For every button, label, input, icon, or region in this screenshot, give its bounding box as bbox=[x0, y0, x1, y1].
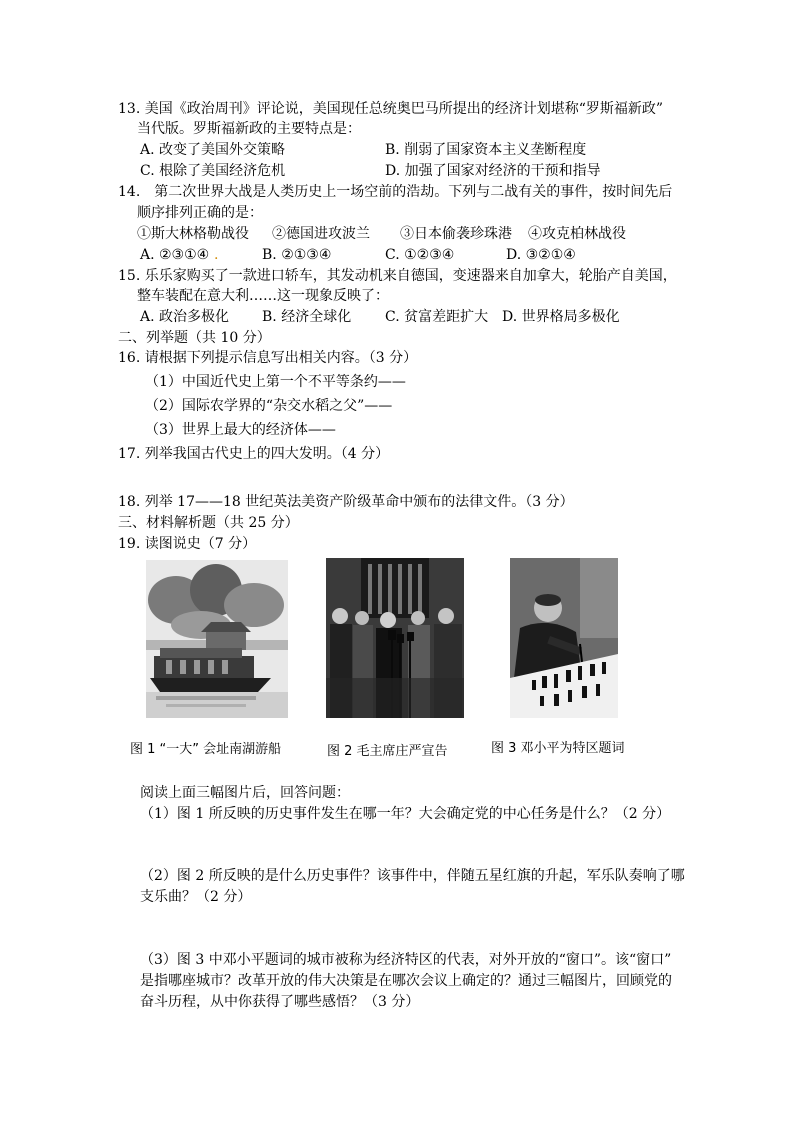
q14-event-2: ②德国进攻波兰 bbox=[272, 226, 370, 242]
caption-figure-2: 图 2 毛主席庄严宣告 bbox=[327, 744, 448, 759]
q14-event-3: ③日本偷袭珍珠港 bbox=[400, 226, 512, 242]
q14-option-d: D. ③②①④ bbox=[506, 247, 576, 263]
q14-event-1: ①斯大林格勒战役 bbox=[137, 226, 249, 242]
q13-option-a: A. 改变了美国外交策略 bbox=[140, 142, 286, 158]
q18-stem: 18. 列举 17——18 世纪英法美资产阶级革命中颁布的法律文件。（3 分） bbox=[118, 494, 574, 510]
q14-option-b: B. ②①③④ bbox=[262, 247, 332, 263]
q19-part-3-line2: 是指哪座城市？改革开放的伟大决策是在哪次会议上确定的？通过三幅图片，回顾党的 bbox=[140, 973, 672, 989]
q15-stem-line2: 整车装配在意大利……这一现象反映了： bbox=[137, 288, 389, 304]
section-2-heading: 二、列举题（共 10 分） bbox=[118, 330, 271, 346]
q19-part-2-line1: （2）图 2 所反映的是什么历史事件？该事件中，伴随五星红旗的升起，军乐队奏响了哪 bbox=[140, 868, 685, 884]
photo-nanhu-boat bbox=[146, 560, 288, 718]
q14-option-c: C. ①②③④ bbox=[385, 247, 455, 263]
q15-stem-line1: 15. 乐乐家购买了一款进口轿车，其发动机来自德国，变速器来自加拿大，轮胎产自美国， bbox=[118, 268, 677, 284]
q14-option-a: A. ②③①④ bbox=[140, 247, 210, 263]
q19-stem: 19. 读图说史（7 分） bbox=[118, 536, 257, 552]
q15-option-c: C. 贫富差距扩大 bbox=[385, 309, 489, 325]
q16-item-3: （3）世界上最大的经济体—— bbox=[145, 422, 336, 438]
q13-option-b: B. 削弱了国家资本主义垄断程度 bbox=[385, 142, 587, 158]
q13-stem-line1: 13. 美国《政治周刊》评论说，美国现任总统奥巴马所提出的经济计划堪称“罗斯福新政” bbox=[118, 101, 664, 117]
q16-stem: 16. 请根据下列提示信息写出相关内容。（3 分） bbox=[118, 350, 418, 366]
q13-option-d: D. 加强了国家对经济的干预和指导 bbox=[385, 163, 601, 179]
q19-part-3-line1: （3）图 3 中邓小平题词的城市被称为经济特区的代表，对外开放的“窗口”。该“窗口” bbox=[140, 952, 672, 968]
stray-dot-mark: . bbox=[214, 247, 219, 263]
q14-event-4: ④攻克柏林战役 bbox=[528, 226, 626, 242]
q14-stem-line1: 14. 第二次世界大战是人类历史上一场空前的浩劫。下列与二战有关的事件，按时间先后 bbox=[118, 184, 673, 200]
q14-stem-line2: 顺序排列正确的是： bbox=[137, 205, 263, 221]
q19-intro: 阅读上面三幅图片后，回答问题： bbox=[140, 785, 350, 801]
q13-option-c: C. 根除了美国经济危机 bbox=[140, 163, 286, 179]
q15-option-b: B. 经济全球化 bbox=[262, 309, 352, 325]
caption-figure-3: 图 3 邓小平为特区题词 bbox=[491, 741, 625, 756]
q16-item-1: （1）中国近代史上第一个不平等条约—— bbox=[145, 374, 406, 390]
q19-part-3-line3: 奋斗历程，从中你获得了哪些感悟？（3 分） bbox=[140, 994, 420, 1010]
q19-part-2-line2: 支乐曲？（2 分） bbox=[140, 889, 252, 905]
q16-item-2: （2）国际农学界的“杂交水稻之父”—— bbox=[145, 398, 393, 414]
photo-mao-declaration bbox=[326, 558, 464, 718]
caption-figure-1: 图 1 “一大” 会址南湖游船 bbox=[130, 742, 282, 757]
q19-part-1: （1）图 1 所反映的历史事件发生在哪一年？大会确定党的中心任务是什么？（2 分） bbox=[140, 806, 671, 822]
q15-option-d: D. 世界格局多极化 bbox=[502, 309, 620, 325]
section-3-heading: 三、材料解析题（共 25 分） bbox=[118, 515, 299, 531]
q15-option-a: A. 政治多极化 bbox=[140, 309, 230, 325]
q13-stem-line2: 当代版。罗斯福新政的主要特点是： bbox=[137, 121, 361, 137]
photo-deng-calligraphy bbox=[510, 558, 618, 718]
q17-stem: 17. 列举我国古代史上的四大发明。（4 分） bbox=[118, 446, 390, 462]
